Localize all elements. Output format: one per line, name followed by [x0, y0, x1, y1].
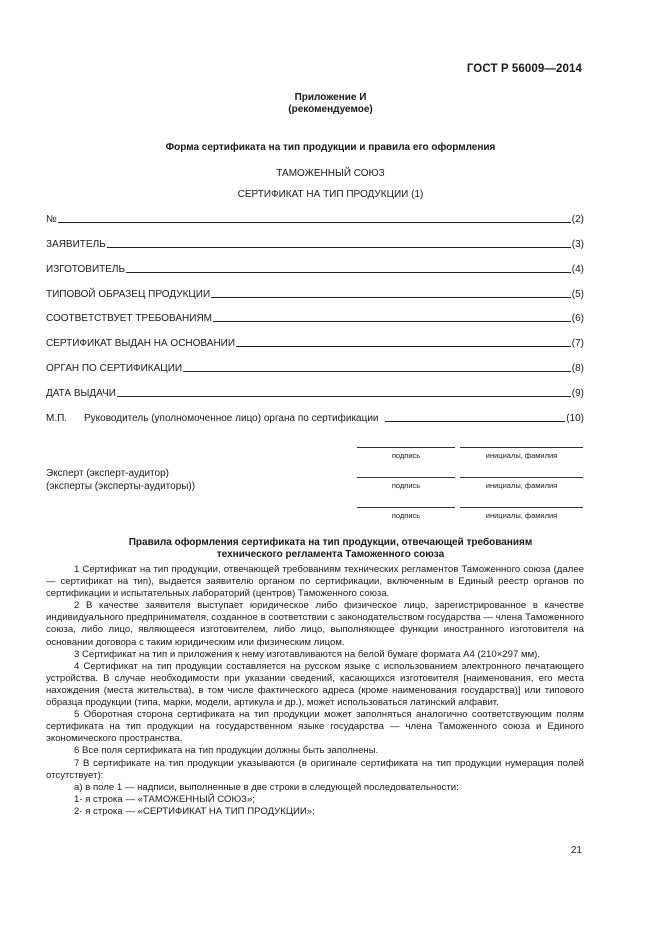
initials-caption: инициалы, фамилия	[485, 451, 558, 460]
paragraph: 5 Оборотная сторона сертификата на тип продукции может заполняться аналогично соответствующим полям сертификата на тип продукции на государственном языке государства — члена Таможенного союза и Единого экономического пространства.	[46, 709, 584, 745]
paragraph: а) в поле 1 — надписи, выполненные в две строки в следующей последовательности:	[74, 781, 459, 793]
page-number: 21	[570, 845, 582, 856]
fill-line	[236, 346, 571, 347]
paragraph: 4 Сертификат на тип продукции составляется на русском языке с использованием электронного печатающего устройства. В случае необходимости при указании сведений, касающихся изготовителя [наименования, его места нахождения (места жительства), в том числе фактического адреса (кроме наименования государства)] или типового образца продукции (типа, марки, модели, артикула и др.), может использоваться латинский алфавит.	[46, 660, 584, 709]
fill-line	[183, 371, 571, 372]
field-num: (6)	[571, 313, 584, 324]
rules-title-line: Правила оформления сертификата на тип продукции, отвечающей требованиям	[128, 537, 533, 548]
field-num: (2)	[571, 214, 584, 225]
field-number	[46, 211, 584, 225]
field-requirements	[46, 310, 584, 324]
rules-body	[46, 564, 584, 818]
initials-line	[460, 507, 583, 508]
field-num: (3)	[571, 239, 584, 250]
field-label: СЕРТИФИКАТ ВЫДАН НА ОСНОВАНИИ	[46, 338, 236, 349]
paragraph: 6 Все поля сертификата на тип продукции должны быть заполнены.	[74, 745, 379, 757]
field-label: ИЗГОТОВИТЕЛЬ	[46, 264, 126, 275]
signature-caption: подпись	[391, 481, 421, 490]
field-label: №	[46, 214, 57, 225]
field-num: (4)	[571, 264, 584, 275]
initials-caption: инициалы, фамилия	[485, 511, 558, 520]
fill-line	[126, 272, 571, 273]
fill-line	[385, 421, 566, 422]
form-title: Форма сертификата на тип продукции и правила его оформления	[165, 142, 496, 153]
initials-line	[460, 447, 583, 448]
annex-heading	[0, 92, 661, 116]
fill-line	[58, 222, 571, 223]
customs-union-heading: ТАМОЖЕННЫЙ СОЮЗ	[276, 168, 385, 179]
field-num: (8)	[571, 363, 584, 374]
signature-caption: подпись	[391, 451, 421, 460]
field-manufacturer	[46, 261, 584, 275]
annex-title: Приложение И	[294, 92, 367, 103]
paragraph: 2- я строка — «СЕРТИФИКАТ НА ТИП ПРОДУКЦИИ»;	[74, 805, 315, 817]
paragraph: 7 В сертификате на тип продукции указываются (в оригинале сертификата на тип продукции нумерация полей отсутствует):	[46, 757, 584, 781]
initials-line	[460, 477, 583, 478]
field-type-sample	[46, 286, 584, 300]
expert-line: (эксперты (эксперты-аудиторы))	[46, 481, 196, 492]
certificate-title: СЕРТИФИКАТ НА ТИП ПРОДУКЦИИ (1)	[237, 189, 424, 200]
field-certification-body	[46, 360, 584, 374]
signature-line	[357, 447, 455, 448]
standard-code: ГОСТ Р 56009—2014	[466, 63, 582, 75]
field-num: (9)	[571, 388, 584, 399]
paragraph: 3 Сертификат на тип и приложения к нему изготавливаются на белой бумаге формата А4 (210×297 мм).	[74, 648, 541, 660]
fill-line	[213, 321, 571, 322]
field-label: СООТВЕТСТВУЕТ ТРЕБОВАНИЯМ	[46, 313, 213, 324]
field-num: (7)	[571, 338, 584, 349]
field-issue-date	[46, 385, 584, 399]
field-label: ЗАЯВИТЕЛЬ	[46, 239, 106, 250]
paragraph: 2 В качестве заявителя выступает юридическое либо физическое лицо, зарегистрированное в качестве индивидуального предпринимателя, созданное в соответствии с законодательством государства — члена Таможенного союза, либо лицо, являющееся изготовителем, либо лицо, выполняющее функции иностранного изготовителя на основании договора с таким юридическим или физическим лицом.	[46, 600, 584, 648]
paragraph: 1- я строка — «ТАМОЖЕННЫЙ СОЮЗ»;	[74, 793, 255, 805]
expert-line: Эксперт (эксперт-аудитор)	[46, 468, 169, 479]
paragraph: 1 Сертификат на тип продукции, отвечающей требованиям технических регламентов Таможенного союза (далее — сертификат на тип), выдается заявителю органом по сертификации, включенным в Единый реестр органов по сертификации и испытательных лабораторий (центров) Таможенного союза.	[46, 564, 584, 600]
field-label: ТИПОВОЙ ОБРАЗЕЦ ПРОДУКЦИИ	[46, 289, 211, 300]
signature-caption: подпись	[391, 511, 421, 520]
field-label: Руководитель (уполномоченное лицо) органа по сертификации	[84, 413, 379, 424]
field-label: ДАТА ВЫДАЧИ	[46, 388, 116, 399]
signature-line	[357, 477, 455, 478]
annex-subtitle: (рекомендуемое)	[288, 104, 373, 115]
rules-title-line: технического регламента Таможенного союза	[216, 549, 445, 560]
expert-label	[46, 467, 195, 493]
fill-line	[211, 297, 571, 298]
seal-label: М.П.	[46, 413, 68, 424]
field-num: (10)	[566, 413, 584, 424]
signature-line	[357, 507, 455, 508]
fill-line	[107, 247, 571, 248]
field-issued-basis	[46, 335, 584, 349]
field-label: ОРГАН ПО СЕРТИФИКАЦИИ	[46, 363, 183, 374]
fill-line	[117, 396, 571, 397]
field-applicant	[46, 236, 584, 250]
rules-title	[0, 537, 661, 561]
field-num: (5)	[571, 289, 584, 300]
initials-caption: инициалы, фамилия	[485, 481, 558, 490]
field-head-of-body	[46, 410, 584, 424]
